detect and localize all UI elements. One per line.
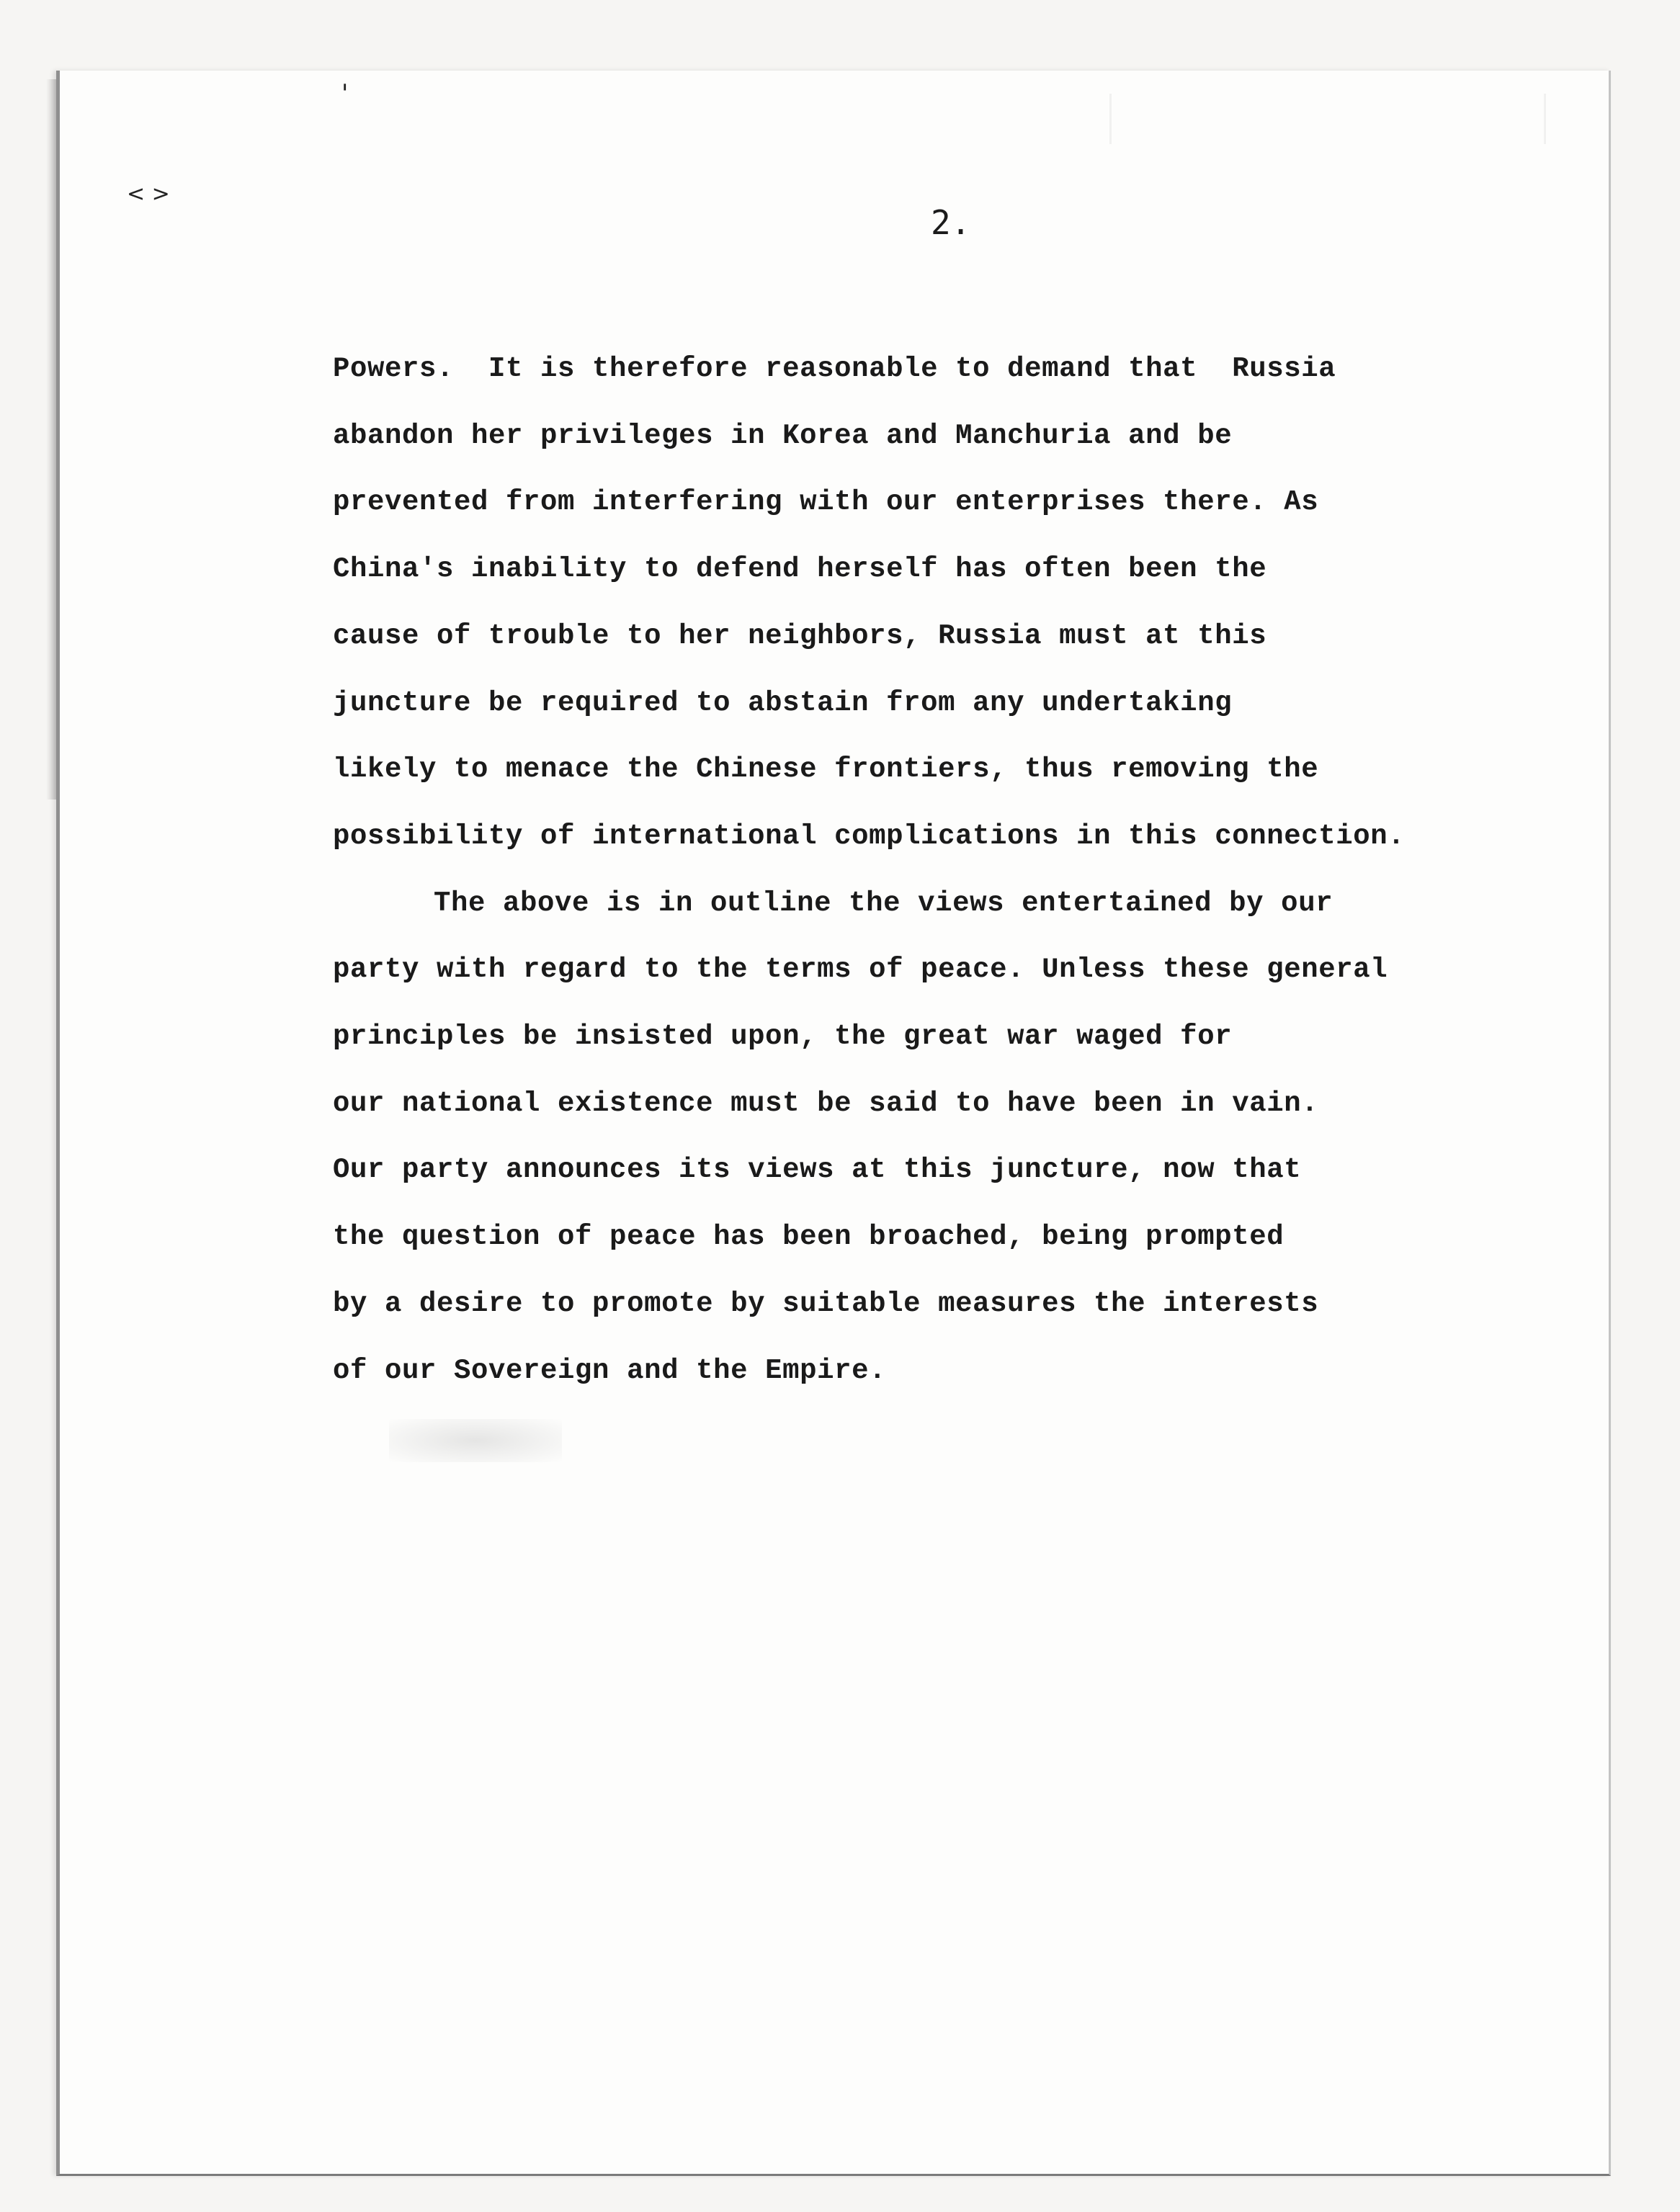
stray-mark: ' (341, 79, 349, 108)
page-number: 2. (931, 203, 971, 242)
text-line: likely to menace the Chinese frontiers, thus removing the (333, 753, 1319, 786)
faint-bracketed-note (1109, 94, 1546, 144)
text-line: juncture be required to abstain from any undertaking (333, 686, 1233, 719)
text-line: Our party announces its views at this juncture, now that (333, 1154, 1302, 1186)
margin-mark: < > (127, 182, 170, 207)
text-line: principles be insisted upon, the great war waged for (333, 1021, 1233, 1053)
paragraph-start-line: The above is in outline the views entertained by our (434, 887, 1333, 919)
typed-body-text (333, 336, 1558, 1404)
page-edge-shadow (46, 79, 56, 800)
text-line: party with regard to the terms of peace. Unless these general (333, 954, 1388, 986)
ink-smudge (389, 1419, 562, 1462)
text-line: China's inability to defend herself has often been the (333, 553, 1267, 586)
text-line: possibility of international complications in this connection. (333, 820, 1406, 852)
text-line: by a desire to promote by suitable measures the interests (333, 1287, 1319, 1320)
text-line: Powers. It is therefore reasonable to demand that Russia (333, 353, 1336, 385)
text-line: the question of peace has been broached, being prompted (333, 1221, 1284, 1253)
text-line: of our Sovereign and the Empire. (333, 1354, 887, 1387)
text-line: cause of trouble to her neighbors, Russia must at this (333, 619, 1267, 652)
text-line: prevented from interfering with our enterprises there. As (333, 486, 1319, 519)
text-line: abandon her privileges in Korea and Manchuria and be (333, 419, 1233, 452)
text-line: our national existence must be said to have been in vain. (333, 1087, 1319, 1119)
